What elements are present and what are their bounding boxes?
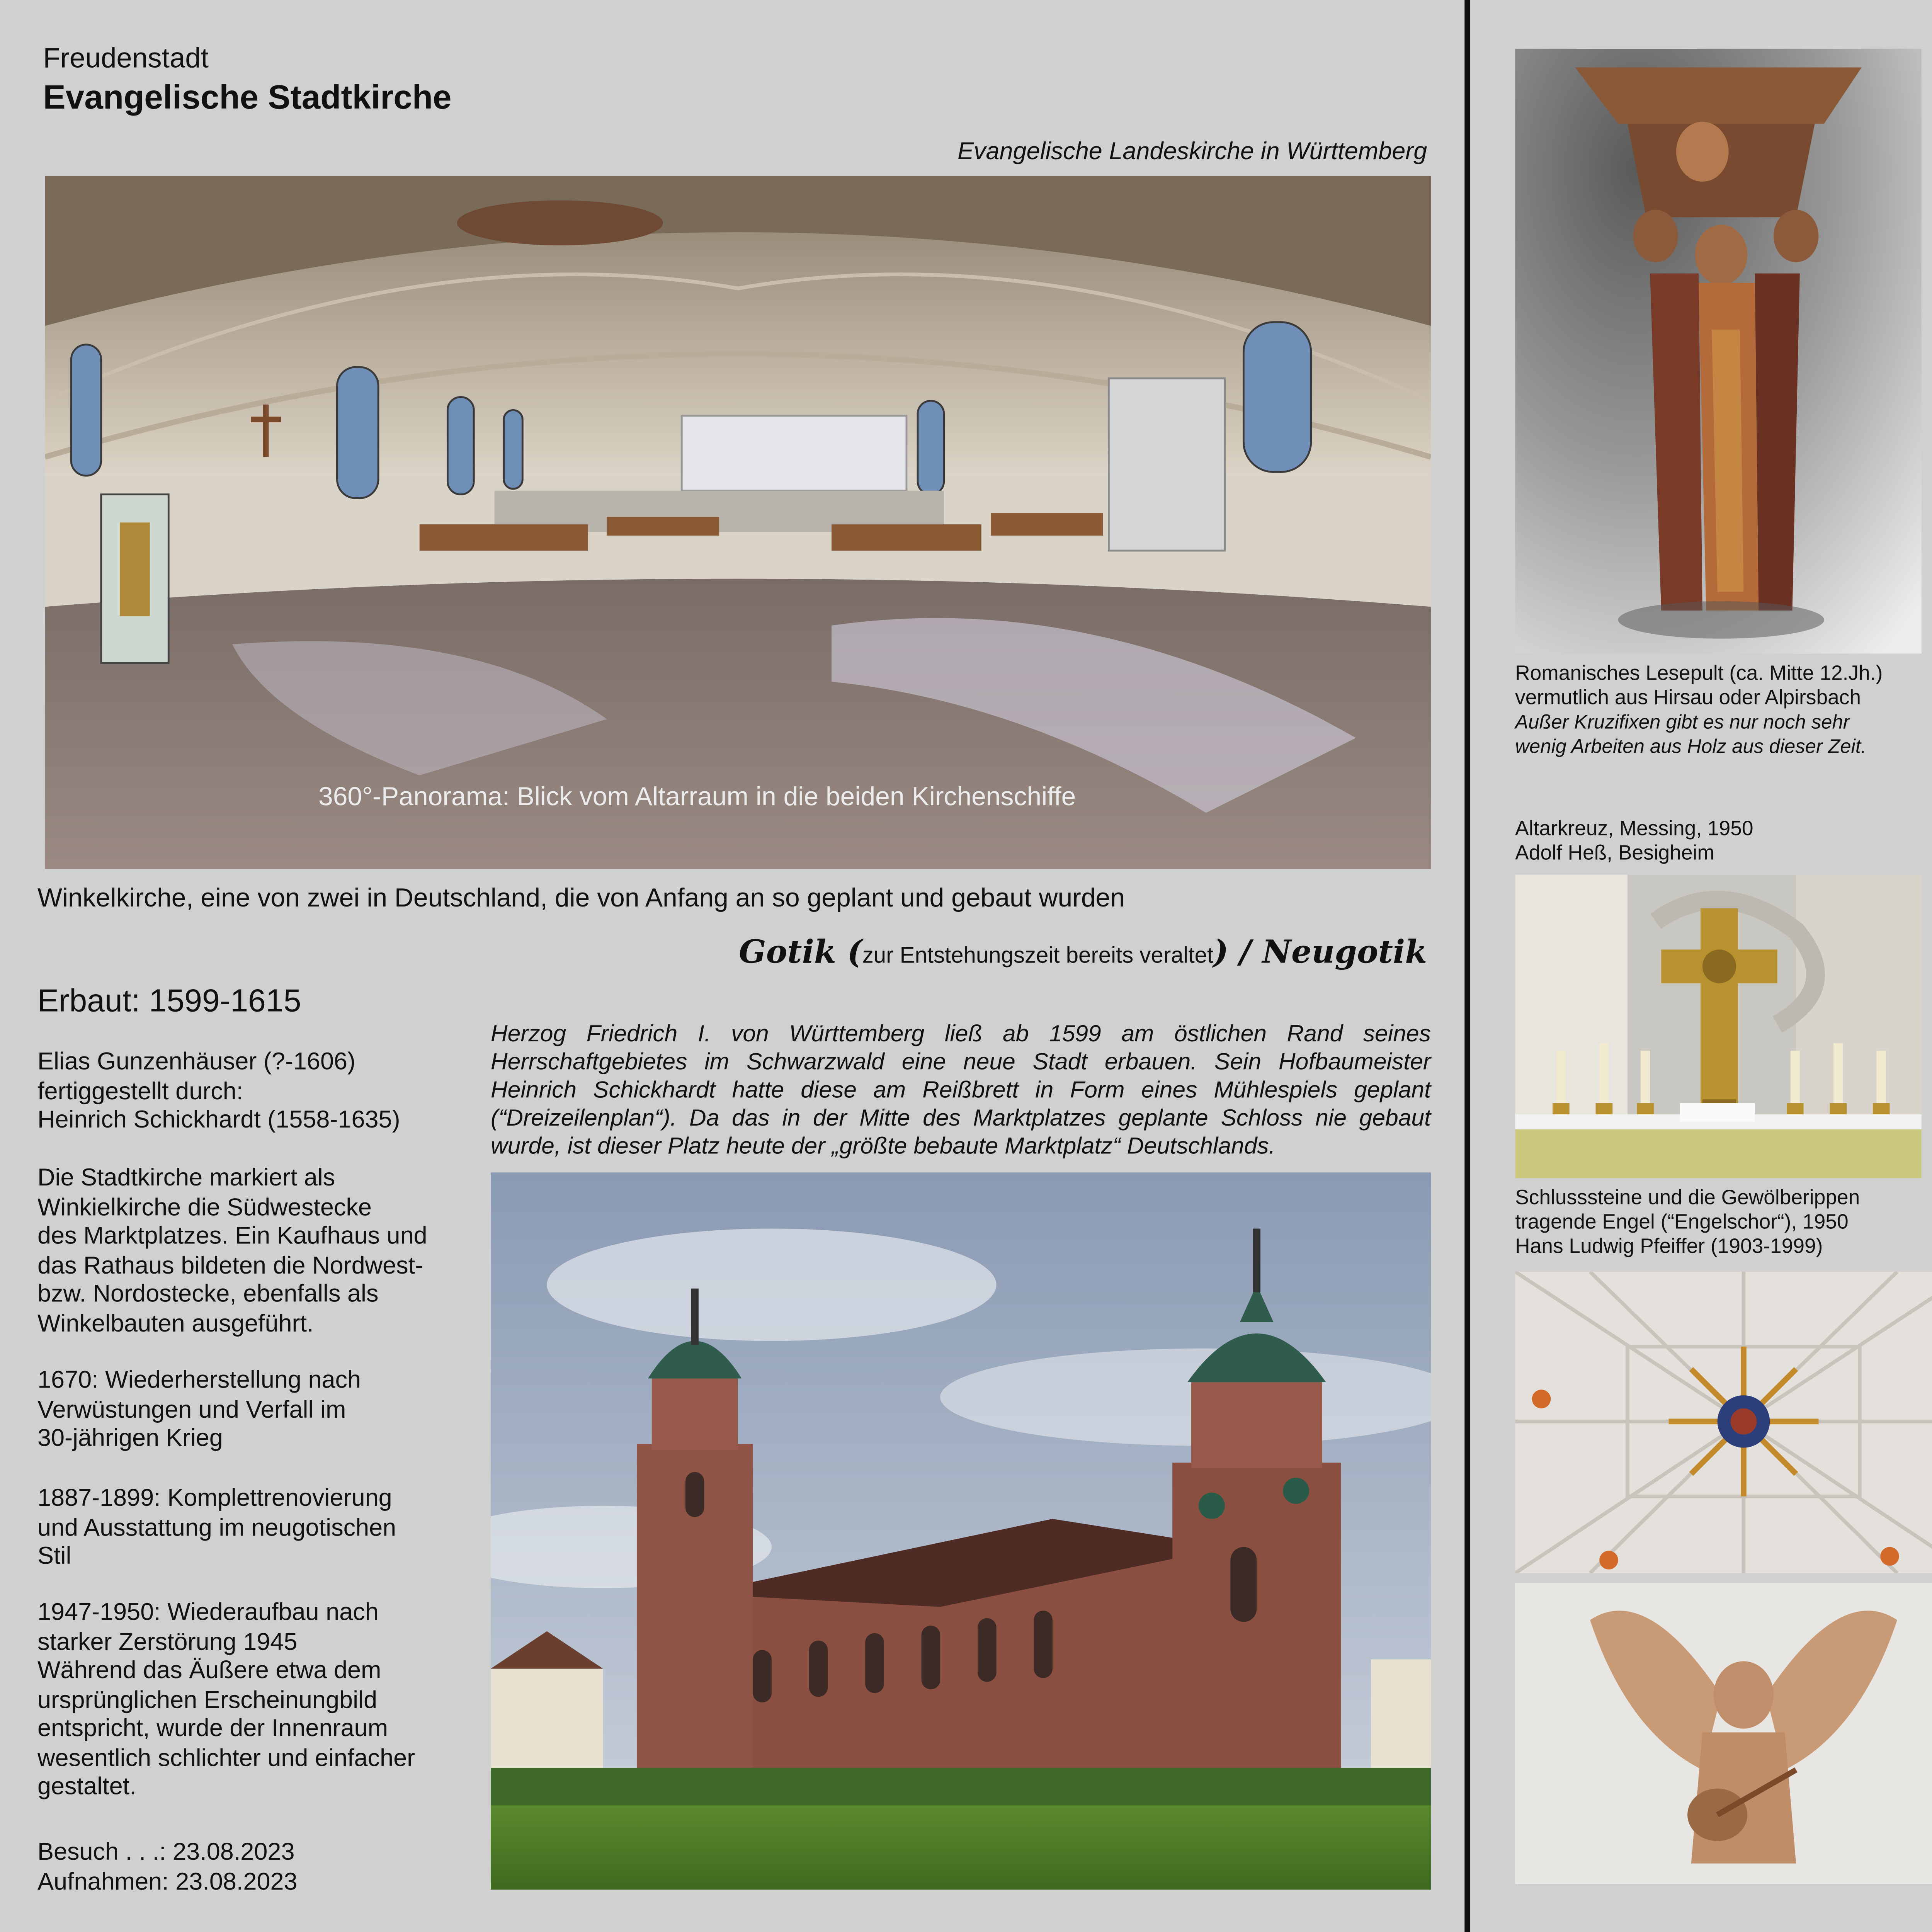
style-heading [739, 935, 1427, 972]
panorama-caption: 360°-Panorama: Blick vom Altarraum in die beiden Kirchenschiffe [318, 782, 1076, 811]
built-years: Erbaut: 1599-1615 [37, 983, 301, 1019]
engel-image [1515, 1583, 1932, 1884]
panorama-image [45, 176, 1431, 869]
lesepult-caption: Romanisches Lesepult (ca. Mitte 12.Jh.) vermutlich aus Hirsau oder Alpirsbach [1515, 663, 1883, 710]
style-neugotik: ) / Neugotik [1213, 934, 1427, 972]
city-label: Freudenstadt [43, 43, 209, 75]
page-divider [1464, 0, 1470, 1932]
history-text: Herzog Friedrich I. von Württemberg ließ ab 1599 am östlichen Rand seines Herrschaftgebietes im Schwarzwald eine neue Stadt erbauen. Sein Hofbaumeister Heinrich Schickhardt hatte diese am Reißbrett in Form eines Mühlespiels geplant (“Dreizeilenplan“). Da das in der Mitte des Marktplatzes geplante Schloss nie gebaut wurde, ist dieser Platz heute der „größte bebaute Marktplatz“ Deutschlands. [490, 1020, 1431, 1160]
left-text-1947: 1947-1950: Wiederaufbau nach starker Zerstörung 1945 Während das Äußere etwa dem ursprünglichen Erscheinungbild entspricht, wurde der Innenraum wesentlich schlichter und einfacher gestaltet. [37, 1597, 415, 1800]
left-text-1887: 1887-1899: Komplettrenovierung und Ausstattung im neugotischen Stil [37, 1483, 396, 1570]
denomination-label: Evangelische Landeskirche in Württemberg [957, 136, 1427, 165]
schlussstein-image [1515, 1272, 1932, 1573]
altarkreuz-image [1515, 875, 1922, 1178]
lesepult-photo [1515, 49, 1922, 654]
panorama-photo [45, 176, 1431, 869]
church-exterior-image [491, 1172, 1431, 1889]
altarkreuz-photo [1515, 875, 1922, 1178]
schlussstein-photo [1515, 1272, 1932, 1573]
engel-photo [1515, 1583, 1932, 1884]
schlusssteine-caption: Schlusssteine und die Gewölberippen tragende Engel (“Engelschor“), 1950 Hans Ludwig Pfeiffer (1903-1999) [1515, 1187, 1860, 1259]
altarkreuz-caption: Altarkreuz, Messing, 1950 Adolf Heß, Besigheim [1515, 818, 1753, 866]
left-text-1670: 1670: Wiederherstellung nach Verwüstungen und Verfall im 30-jährigen Krieg [37, 1365, 361, 1452]
winkelkirche-note: Winkelkirche, eine von zwei in Deutschland, die von Anfang an so geplant und gebaut wurden [37, 882, 1125, 912]
left-text-architects: Elias Gunzenhäuser (?-1606) fertiggestellt durch: Heinrich Schickhardt (1558-1635) [37, 1047, 400, 1133]
page-title: Evangelische Stadtkirche [43, 78, 452, 116]
style-gotik: Gotik ( [739, 934, 862, 972]
visit-dates: Besuch . . .: 23.08.2023 Aufnahmen: 23.08.2023 [37, 1837, 298, 1895]
style-gotik-note: zur Entstehungszeit bereits veraltet [862, 942, 1214, 968]
lesepult-note: Außer Kruzifixen gibt es nur noch sehr wenig Arbeiten aus Holz aus dieser Zeit. [1515, 711, 1867, 758]
lesepult-image [1515, 49, 1922, 654]
church-exterior-photo [491, 1172, 1431, 1889]
left-text-marktplatz: Die Stadtkirche markiert als Winkielkirche die Südwestecke des Marktplatzes. Ein Kaufhaus und das Rathaus bildeten die Nordwest- bzw. Nordostecke, ebenfalls als Winkelbauten ausgeführt. [37, 1163, 427, 1337]
